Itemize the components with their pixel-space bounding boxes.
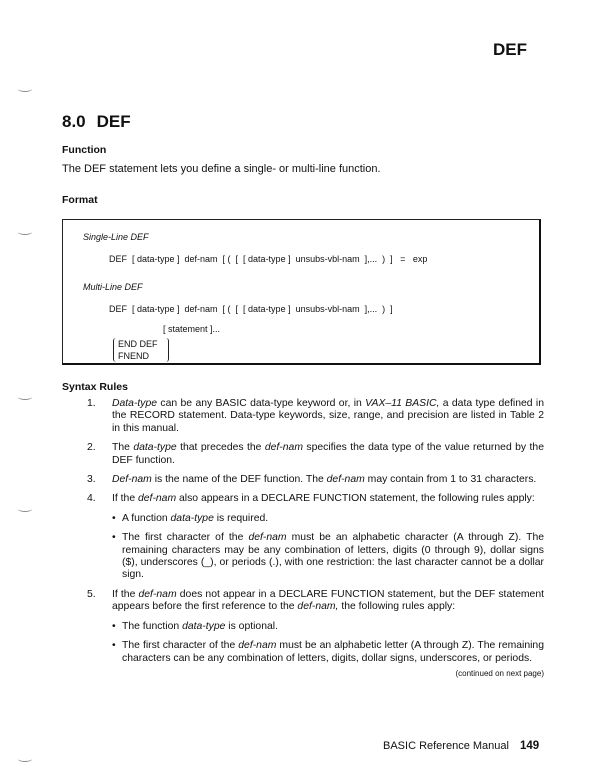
syntax-rules-heading: Syntax Rules — [62, 381, 128, 393]
format-heading: Format — [62, 194, 98, 206]
punch-hole-mark — [18, 86, 32, 92]
syntax-rule — [62, 398, 544, 435]
italic-term: def-nam — [326, 474, 365, 486]
rule-text — [112, 493, 544, 505]
running-head: DEF — [493, 40, 527, 59]
text-run: The first character of the — [122, 640, 239, 652]
italic-term: def-nam — [138, 493, 177, 505]
rule-bullets — [112, 621, 544, 665]
rule-text — [112, 589, 544, 614]
italic-term: data-type — [170, 512, 214, 524]
bullet-text — [122, 640, 544, 665]
format-box — [62, 219, 541, 365]
text-run: must be an alphabetic character (A through Z). The remaining characters may be any combination of letters, digits (0 through 9), dollar signs ($), underscores (_), or periods (.), with one restriction: the last character cannot be a dollar sign. — [122, 532, 544, 581]
text-run: is optional. — [225, 620, 278, 632]
single-line-label: Single-Line DEF — [83, 232, 149, 242]
italic-term: data-type — [182, 620, 226, 632]
punch-hole-mark — [18, 229, 32, 235]
rule-text — [112, 442, 544, 467]
rule-bullet — [112, 532, 544, 582]
footer-title: BASIC Reference Manual — [383, 740, 509, 752]
rule-number: 4. — [87, 493, 96, 505]
syntax-rule — [62, 493, 544, 581]
text-run: If the — [112, 588, 139, 600]
continued-note: (continued on next page) — [455, 668, 544, 678]
italic-term: def-nam — [248, 532, 287, 544]
single-line-syntax: DEF [ data-type ] def-nam [ ( [ [ data-type ] unsubs-vbl-nam ],... ) ] = exp — [109, 254, 428, 264]
italic-term: Data-type — [112, 398, 158, 409]
bullet-icon: • — [112, 512, 116, 524]
text-run: that precedes the — [176, 442, 265, 454]
bullet-icon: • — [112, 620, 116, 632]
rule-bullet — [112, 640, 544, 665]
text-run: the following rules apply: — [338, 601, 456, 613]
text-run: A function — [122, 512, 171, 524]
rule-text — [112, 398, 544, 435]
italic-term: def-nam — [238, 640, 277, 652]
punch-hole-mark — [18, 756, 32, 762]
function-text: The DEF statement lets you define a single- or multi-line function. — [62, 163, 381, 175]
rule-number: 5. — [87, 588, 96, 600]
text-run: does not appear in a DECLARE FUNCTION statement, but the DEF statement appears before the first reference to the — [112, 588, 544, 613]
function-heading: Function — [62, 144, 107, 156]
bullet-text — [122, 621, 544, 633]
italic-term: def-nam — [264, 442, 303, 454]
text-run: is required. — [213, 512, 269, 524]
text-run: can be any BASIC data-type keyword or, in — [157, 398, 366, 409]
rule-bullet — [112, 621, 544, 633]
italic-term: def-nam, — [297, 601, 339, 613]
italic-term: Def-nam — [112, 474, 152, 486]
page-number: 149 — [520, 740, 540, 752]
rule-number: 1. — [87, 398, 96, 409]
end-option: END DEF — [118, 339, 158, 349]
syntax-rule — [62, 474, 544, 486]
text-run: may contain from 1 to 31 characters. — [364, 474, 537, 486]
text-run: The — [112, 442, 134, 454]
text-run: The function — [122, 620, 183, 632]
syntax-rule — [62, 589, 544, 665]
text-run: is the name of the DEF function. The — [151, 474, 327, 486]
multi-line-label: Multi-Line DEF — [83, 282, 143, 292]
rule-bullet — [112, 513, 544, 525]
text-run: The first character of the — [122, 532, 249, 544]
section-heading — [62, 112, 131, 132]
bullet-icon: • — [112, 640, 116, 652]
rule-number: 2. — [87, 442, 96, 454]
text-run: a data type defined in the RECORD statement. Data-type keywords, size, range, and precision are listed in Table 2 in this manual. — [112, 398, 544, 434]
rule-number: 3. — [87, 474, 96, 486]
multi-line-statement: [ statement ]... — [163, 324, 221, 334]
rule-text — [112, 474, 544, 486]
text-run: also appears in a DECLARE FUNCTION statement, the following rules apply: — [176, 493, 535, 505]
bullet-text — [122, 532, 544, 582]
section-title: DEF — [96, 112, 131, 131]
bullet-icon: • — [112, 532, 116, 544]
punch-hole-mark — [18, 506, 32, 512]
bullet-text — [122, 513, 544, 525]
syntax-rule — [62, 442, 544, 467]
syntax-rules-list — [62, 398, 544, 680]
italic-term: data-type — [133, 442, 177, 454]
punch-hole-mark — [18, 394, 32, 400]
rule-bullets — [112, 513, 544, 582]
end-options-brace — [113, 338, 169, 362]
multi-line-syntax: DEF [ data-type ] def-nam [ ( [ [ data-type ] unsubs-vbl-nam ],... ) ] — [109, 304, 393, 314]
text-run: must be an alphabetic letter (A through Z). The remaining characters can be any combination of letters, digits, dollar signs, underscores, or periods. — [122, 640, 544, 664]
italic-term: def-nam — [138, 588, 177, 600]
text-run: specifies the data type of the value returned by the DEF function. — [112, 442, 544, 466]
section-number: 8.0 — [62, 112, 86, 131]
end-option: FNEND — [118, 351, 149, 361]
italic-term: VAX–11 BASIC, — [365, 398, 440, 409]
text-run: If the — [112, 493, 138, 505]
